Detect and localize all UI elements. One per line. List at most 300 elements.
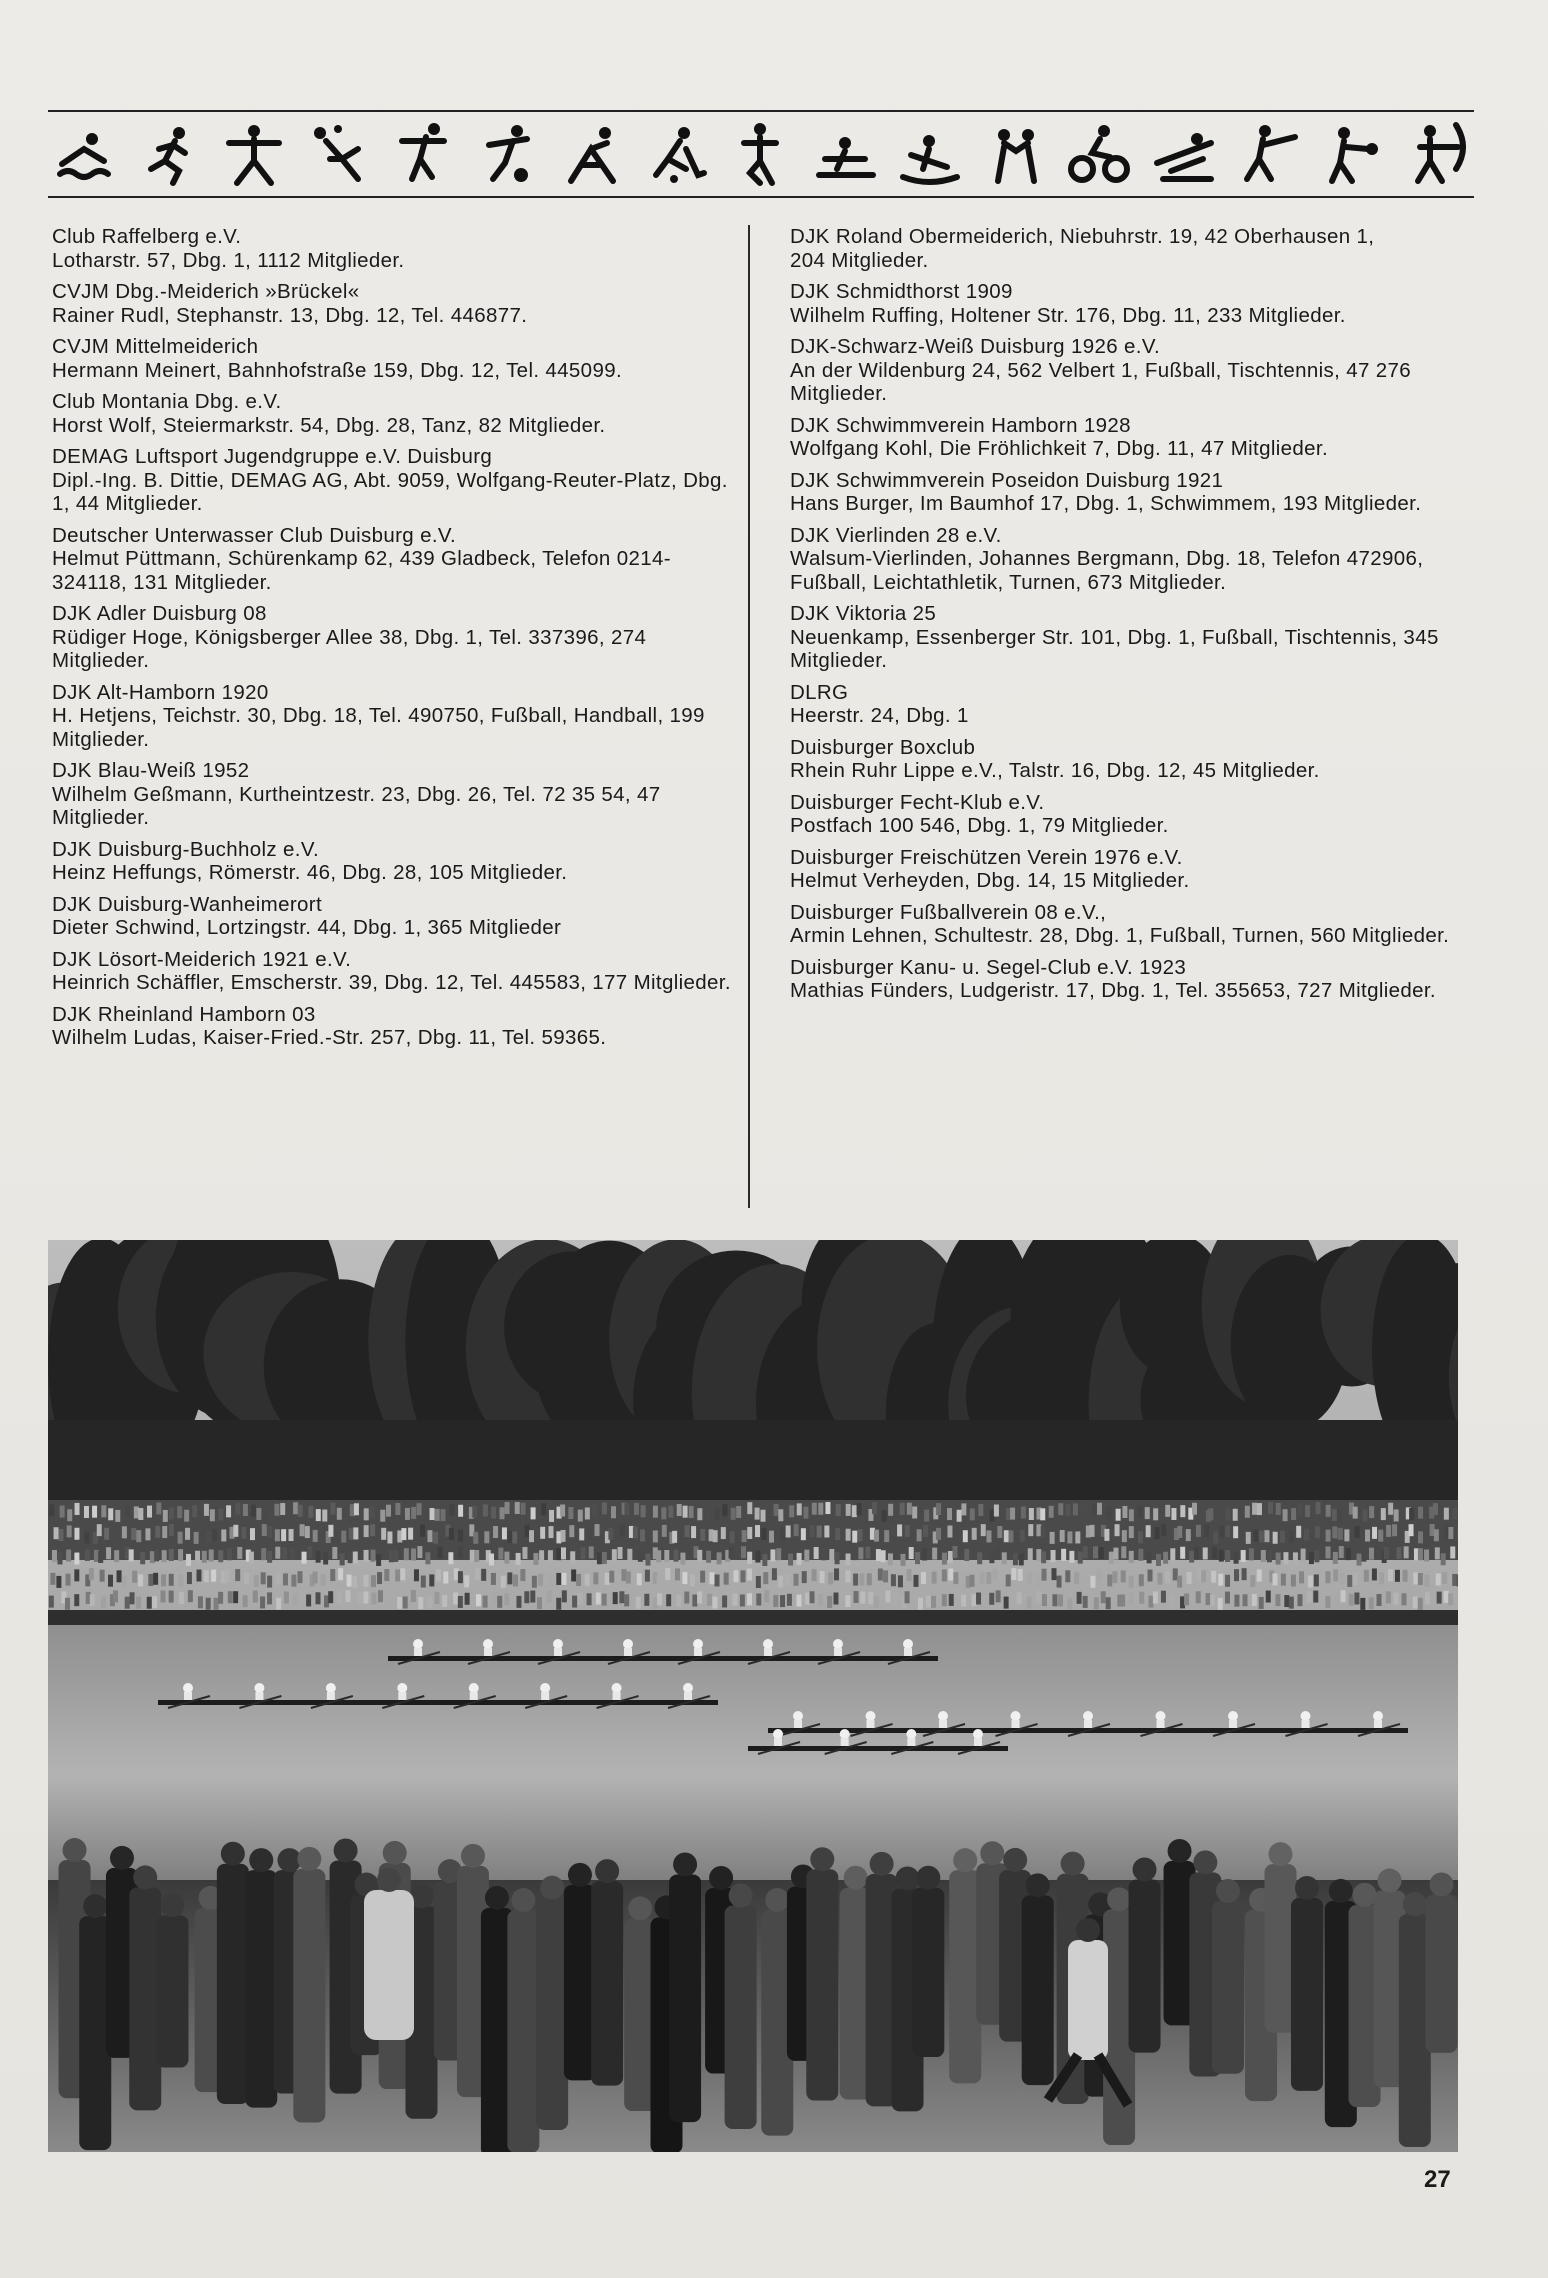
spectator-far bbox=[1218, 1598, 1223, 1610]
spectator-near bbox=[1212, 1901, 1244, 2074]
spectator-far bbox=[1386, 1525, 1391, 1537]
spectator-far bbox=[621, 1569, 626, 1581]
spectator-far bbox=[891, 1525, 896, 1537]
spectator-far bbox=[1264, 1530, 1269, 1542]
spectator-far bbox=[1180, 1547, 1185, 1559]
rower-body bbox=[834, 1648, 842, 1656]
spectator-far bbox=[824, 1525, 829, 1537]
rower bbox=[763, 1639, 773, 1649]
spectator-far bbox=[624, 1594, 629, 1606]
spectator-far bbox=[1165, 1571, 1170, 1583]
spectator-far bbox=[411, 1590, 416, 1602]
spectator-far bbox=[381, 1528, 386, 1540]
spectator-far bbox=[389, 1550, 394, 1562]
spectator-far bbox=[404, 1548, 409, 1560]
spectator-far bbox=[169, 1549, 174, 1561]
spectator-head bbox=[1026, 1873, 1050, 1897]
spectator-far bbox=[547, 1574, 552, 1586]
spectator-far bbox=[1334, 1595, 1339, 1607]
club-entry bbox=[52, 225, 742, 272]
spectator-far bbox=[1409, 1524, 1414, 1536]
spectator-far bbox=[611, 1506, 616, 1518]
club-entry bbox=[52, 280, 742, 327]
spectator-far bbox=[932, 1548, 937, 1560]
spectator-far bbox=[438, 1547, 443, 1559]
spectator-far bbox=[169, 1524, 174, 1536]
spectator-far bbox=[1338, 1528, 1343, 1540]
spectator-far bbox=[290, 1548, 295, 1560]
spectator-far bbox=[1418, 1531, 1423, 1543]
spectator-far bbox=[435, 1509, 440, 1521]
spectator-far bbox=[145, 1528, 150, 1540]
spectator-far bbox=[108, 1508, 113, 1520]
spectator-far bbox=[1363, 1509, 1368, 1521]
spectator-far bbox=[458, 1530, 463, 1542]
spectator-far bbox=[442, 1595, 447, 1607]
spectator-far bbox=[1009, 1530, 1014, 1542]
spectator-far bbox=[587, 1593, 592, 1605]
spectator-far bbox=[1234, 1595, 1239, 1607]
spectator-far bbox=[572, 1596, 577, 1608]
spectator-far bbox=[802, 1571, 807, 1583]
spectator-far bbox=[1208, 1508, 1213, 1520]
spectator-far bbox=[1364, 1570, 1369, 1582]
club-details: Dipl.-Ing. B. Dittie, DEMAG AG, Abt. 9059, Wolfgang-Reuter-Platz, Dbg. 1, 44 Mitglieder. bbox=[52, 468, 728, 515]
spectator-far bbox=[685, 1525, 690, 1537]
spectator-far bbox=[1058, 1503, 1063, 1515]
spectator-far bbox=[556, 1548, 561, 1560]
spectator-far bbox=[821, 1548, 826, 1560]
spectator-far bbox=[322, 1510, 327, 1522]
spectator-far bbox=[483, 1504, 488, 1516]
spectator-far bbox=[453, 1592, 458, 1604]
spectator-far bbox=[978, 1504, 983, 1516]
spectator-far bbox=[520, 1569, 525, 1581]
spectator-far bbox=[1409, 1508, 1414, 1520]
spectator-far bbox=[562, 1590, 567, 1602]
spectator-far bbox=[970, 1508, 975, 1520]
spectator-far bbox=[568, 1507, 573, 1519]
spectator-far bbox=[328, 1591, 333, 1603]
club-entry bbox=[52, 390, 742, 437]
spectator-far bbox=[1361, 1550, 1366, 1562]
spectator-far bbox=[697, 1508, 702, 1520]
spectator-far bbox=[1448, 1593, 1453, 1605]
spectator-far bbox=[233, 1525, 238, 1537]
spectator-head bbox=[1295, 1876, 1319, 1900]
spectator-far bbox=[986, 1572, 991, 1584]
spectator-far bbox=[1204, 1525, 1209, 1537]
spectator-far bbox=[865, 1547, 870, 1559]
sport-pictogram-bar bbox=[48, 110, 1474, 198]
spectator-far bbox=[888, 1553, 893, 1565]
spectator-far bbox=[867, 1573, 872, 1585]
rower-body bbox=[414, 1648, 422, 1656]
spectator-far bbox=[101, 1597, 106, 1609]
spectator-far bbox=[905, 1525, 910, 1537]
spectator-far bbox=[66, 1550, 71, 1562]
spectator-far bbox=[425, 1552, 430, 1564]
spectator-far bbox=[1293, 1552, 1298, 1564]
club-entry bbox=[790, 956, 1480, 1003]
spectator-far bbox=[500, 1507, 505, 1519]
spectator-far bbox=[664, 1550, 669, 1562]
spectator-far bbox=[549, 1510, 554, 1522]
basketball-icon bbox=[392, 119, 454, 189]
spectator-far bbox=[1066, 1504, 1071, 1516]
spectator-far bbox=[243, 1504, 248, 1516]
rower bbox=[553, 1639, 563, 1649]
spectator-far bbox=[995, 1547, 1000, 1559]
spectator-far bbox=[521, 1503, 526, 1515]
spectator-far bbox=[524, 1591, 529, 1603]
spectator-far bbox=[1049, 1506, 1054, 1518]
spectator-far bbox=[778, 1576, 783, 1588]
spectator-far bbox=[761, 1510, 766, 1522]
spectator-far bbox=[1388, 1569, 1393, 1581]
spectator-far bbox=[1386, 1591, 1391, 1603]
spectator-far bbox=[250, 1528, 255, 1540]
spectator-far bbox=[1283, 1552, 1288, 1564]
spectator-far bbox=[1083, 1505, 1088, 1517]
spectator-far bbox=[1369, 1506, 1374, 1518]
spectator-far bbox=[1339, 1546, 1344, 1558]
spectator-far bbox=[997, 1526, 1002, 1538]
club-list-right-column bbox=[790, 225, 1480, 1011]
club-details: Heinrich Schäffler, Emscherstr. 39, Dbg. 12, Tel. 445583, 177 Mitglieder. bbox=[52, 971, 731, 994]
spectator-far bbox=[338, 1568, 343, 1580]
spectator-far bbox=[1074, 1572, 1079, 1584]
spectator-far bbox=[395, 1569, 400, 1581]
club-name: Duisburger Kanu- u. Segel-Club e.V. 1923 bbox=[790, 955, 1187, 979]
club-details: Mathias Fünders, Ludgeristr. 17, Dbg. 1, Tel. 355653, 727 Mitglieder. bbox=[790, 979, 1436, 1002]
spectator-far bbox=[1365, 1529, 1370, 1541]
spectator-far bbox=[411, 1507, 416, 1519]
spectator-far bbox=[633, 1526, 638, 1538]
spectator-far bbox=[1379, 1572, 1384, 1584]
spectator-far bbox=[298, 1505, 303, 1517]
spectator-far bbox=[1402, 1593, 1407, 1605]
spectator-far bbox=[1109, 1552, 1114, 1564]
spectator-far bbox=[516, 1553, 521, 1565]
spectator-far bbox=[774, 1504, 779, 1516]
spectator-far bbox=[689, 1506, 694, 1518]
spectator-far bbox=[235, 1569, 240, 1581]
spectator-far bbox=[433, 1532, 438, 1544]
spectator-far bbox=[178, 1532, 183, 1544]
spectator-far bbox=[1418, 1548, 1423, 1560]
spectator-far bbox=[990, 1510, 995, 1522]
spectator-far bbox=[206, 1531, 211, 1543]
spectator-far bbox=[715, 1574, 720, 1586]
spectator-far bbox=[131, 1528, 136, 1540]
spectator-far bbox=[306, 1594, 311, 1606]
spectator-far bbox=[923, 1525, 928, 1537]
spectator-far bbox=[1444, 1508, 1449, 1520]
spectator-far bbox=[52, 1550, 57, 1562]
spectator-far bbox=[1430, 1524, 1435, 1536]
spectator-far bbox=[1267, 1550, 1272, 1562]
spectator-far bbox=[891, 1574, 896, 1586]
spectator-far bbox=[1129, 1576, 1134, 1588]
spectator-far bbox=[387, 1531, 392, 1543]
rower-body bbox=[764, 1648, 772, 1656]
spectator-head bbox=[844, 1866, 868, 1890]
club-details: Wilhelm Ruffing, Holtener Str. 176, Dbg. 11, 233 Mitglieder. bbox=[790, 303, 1346, 327]
spectator-far bbox=[1291, 1508, 1296, 1520]
spectator-far bbox=[1017, 1592, 1022, 1604]
spectator-far bbox=[65, 1598, 70, 1610]
spectator-far bbox=[1042, 1594, 1047, 1606]
spectator-head bbox=[870, 1852, 894, 1876]
spectator-head bbox=[595, 1859, 619, 1883]
spectator-far bbox=[1153, 1591, 1158, 1603]
spectator-far bbox=[226, 1505, 231, 1517]
spectator-far bbox=[1357, 1554, 1362, 1566]
club-name: DJK Adler Duisburg 08 bbox=[52, 602, 267, 625]
spectator-far bbox=[1067, 1531, 1072, 1543]
spectator-far bbox=[1129, 1592, 1134, 1604]
spectator-far bbox=[1346, 1548, 1351, 1560]
rower bbox=[1373, 1711, 1383, 1721]
spectator-far bbox=[364, 1550, 369, 1562]
spectator-head bbox=[1216, 1879, 1240, 1903]
club-name: DJK Roland Obermeiderich, Niebuhrstr. 19, 42 Oberhausen 1, bbox=[790, 225, 1375, 248]
spectator-far bbox=[1041, 1551, 1046, 1563]
club-details: Rüdiger Hoge, Königsberger Allee 38, Dbg. 1, Tel. 337396, 274 Mitglieder. bbox=[52, 625, 647, 672]
spectator-far bbox=[803, 1507, 808, 1519]
spectator-far bbox=[393, 1550, 398, 1562]
spectator-far bbox=[1448, 1527, 1453, 1539]
spectator-far bbox=[1219, 1550, 1224, 1562]
spectator-far bbox=[530, 1591, 535, 1603]
spectator-far bbox=[1069, 1551, 1074, 1563]
spectator-far bbox=[256, 1508, 261, 1520]
spectator-far bbox=[138, 1508, 143, 1520]
spectator-far bbox=[316, 1551, 321, 1563]
spectator-far bbox=[657, 1576, 662, 1588]
spectator-far bbox=[50, 1573, 55, 1585]
swimming-icon bbox=[54, 119, 116, 189]
spectator-far bbox=[491, 1507, 496, 1519]
spectator-far bbox=[684, 1592, 689, 1604]
spectator-near bbox=[912, 1888, 944, 2057]
spectator-far bbox=[776, 1548, 781, 1560]
spectator-near bbox=[591, 1881, 623, 2086]
spectator-far bbox=[859, 1573, 864, 1585]
rowing-regatta-photo bbox=[48, 1240, 1458, 2152]
spectator-far bbox=[884, 1530, 889, 1542]
spectator-far bbox=[1155, 1527, 1160, 1539]
spectator-far bbox=[228, 1591, 233, 1603]
spectator-far bbox=[913, 1575, 918, 1587]
spectator-light-coat bbox=[364, 1890, 414, 2040]
spectator-head bbox=[896, 1866, 920, 1890]
spectator-far bbox=[411, 1548, 416, 1560]
spectator-far bbox=[834, 1568, 839, 1580]
spectator-far bbox=[464, 1575, 469, 1587]
spectator-far bbox=[1219, 1525, 1224, 1537]
spectator-far bbox=[1093, 1546, 1098, 1558]
club-details: Walsum-Vierlinden, Johannes Bergmann, Dbg. 18, Telefon 472906, Fußball, Leichtathletik, Turnen, 673 Mitglieder. bbox=[790, 547, 1424, 594]
spectator-far bbox=[645, 1554, 650, 1566]
spectator-far bbox=[434, 1592, 439, 1604]
spectator-far bbox=[1004, 1530, 1009, 1542]
spectator-far bbox=[1434, 1529, 1439, 1541]
spectator-far bbox=[882, 1510, 887, 1522]
rower-body bbox=[907, 1738, 915, 1746]
spectator-head bbox=[765, 1888, 789, 1912]
rower-body bbox=[794, 1720, 802, 1728]
club-details: Hermann Meinert, Bahnhofstraße 159, Dbg. 12, Tel. 445099. bbox=[52, 358, 622, 382]
rower bbox=[973, 1729, 983, 1739]
club-entry bbox=[790, 225, 1480, 272]
spectator-far bbox=[262, 1524, 267, 1536]
rower-body bbox=[1157, 1720, 1165, 1728]
spectator-far bbox=[1077, 1592, 1082, 1604]
spectator-far bbox=[370, 1524, 375, 1536]
spectator-far bbox=[548, 1526, 553, 1538]
spectator-far bbox=[516, 1596, 521, 1608]
spectator-far bbox=[1291, 1574, 1296, 1586]
spectator-far bbox=[585, 1507, 590, 1519]
spectator-far bbox=[661, 1507, 666, 1519]
spectator-far bbox=[59, 1529, 64, 1541]
club-name: Duisburger Fußballverein 08 e.V., bbox=[790, 900, 1107, 924]
spectator-head bbox=[1378, 1869, 1402, 1893]
spectator-far bbox=[332, 1547, 337, 1559]
spectator-far bbox=[662, 1525, 667, 1537]
spectator-far bbox=[1129, 1551, 1134, 1563]
spectator-far bbox=[789, 1505, 794, 1517]
spectator-far bbox=[114, 1550, 119, 1562]
spectator-far bbox=[570, 1551, 575, 1563]
club-name: DJK Duisburg-Buchholz e.V. bbox=[52, 837, 320, 861]
spectator-far bbox=[1353, 1507, 1358, 1519]
spectator-far bbox=[153, 1573, 158, 1585]
spectator-far bbox=[1075, 1531, 1080, 1543]
spectator-head bbox=[953, 1848, 977, 1872]
spectator-far bbox=[657, 1593, 662, 1605]
spectator-far bbox=[1349, 1594, 1354, 1606]
rower bbox=[840, 1729, 850, 1739]
spectator-far bbox=[1097, 1569, 1102, 1581]
spectator-far bbox=[178, 1549, 183, 1561]
spectator-far bbox=[483, 1596, 488, 1608]
rowing-icon bbox=[815, 119, 877, 189]
spectator-far bbox=[293, 1502, 298, 1514]
spectator-far bbox=[1156, 1554, 1161, 1566]
spectator-far bbox=[186, 1554, 191, 1566]
spectator-far bbox=[932, 1572, 937, 1584]
spectator-far bbox=[150, 1551, 155, 1563]
spectator-far bbox=[420, 1525, 425, 1537]
spectator-far bbox=[1436, 1574, 1441, 1586]
spectator-far bbox=[602, 1552, 607, 1564]
spectator-far bbox=[1121, 1570, 1126, 1582]
spectator-far bbox=[125, 1597, 130, 1609]
spectator-far bbox=[1177, 1576, 1182, 1588]
spectator-far bbox=[597, 1552, 602, 1564]
spectator-far bbox=[1153, 1508, 1158, 1520]
rower bbox=[693, 1639, 703, 1649]
spectator-far bbox=[1148, 1596, 1153, 1608]
spectator-far bbox=[152, 1596, 157, 1608]
spectator-far bbox=[602, 1594, 607, 1606]
spectator-far bbox=[1250, 1575, 1255, 1587]
spectator-far bbox=[254, 1575, 259, 1587]
spectator-head bbox=[729, 1884, 753, 1908]
spectator-far bbox=[747, 1502, 752, 1514]
spectator-far bbox=[674, 1550, 679, 1562]
spectator-far bbox=[1036, 1524, 1041, 1536]
spectator-far bbox=[218, 1509, 223, 1521]
spectator-far bbox=[418, 1597, 423, 1609]
spectator-far bbox=[872, 1502, 877, 1514]
column-divider bbox=[748, 225, 750, 1208]
spectator-far bbox=[261, 1548, 266, 1560]
spectator-far bbox=[818, 1594, 823, 1606]
spectator-far bbox=[307, 1546, 312, 1558]
spectator-near bbox=[217, 1864, 249, 2104]
spectator-far bbox=[299, 1591, 304, 1603]
club-details: 204 Mitglieder. bbox=[790, 248, 929, 272]
spectator-far bbox=[507, 1572, 512, 1584]
spectator-far bbox=[417, 1503, 422, 1515]
spectator-far bbox=[204, 1570, 209, 1582]
spectator-far bbox=[1020, 1530, 1025, 1542]
spectator-head bbox=[1003, 1848, 1027, 1872]
rower-body bbox=[613, 1692, 621, 1700]
spectator-far bbox=[852, 1505, 857, 1517]
club-name: Club Raffelberg e.V. bbox=[52, 225, 242, 248]
spectator-far bbox=[221, 1529, 226, 1541]
spectator-head bbox=[1107, 1887, 1131, 1911]
rower-body bbox=[694, 1648, 702, 1656]
spectator-far bbox=[1442, 1572, 1447, 1584]
spectator-far bbox=[1040, 1508, 1045, 1520]
spectator-far bbox=[1273, 1532, 1278, 1544]
club-name: DJK Alt-Hamborn 1920 bbox=[52, 680, 269, 704]
spectator-far bbox=[276, 1598, 281, 1610]
spectator-far bbox=[267, 1509, 272, 1521]
spectator-far bbox=[958, 1528, 963, 1540]
spectator-far bbox=[1212, 1547, 1217, 1559]
spectator-near bbox=[1291, 1898, 1323, 2091]
spectator-far bbox=[1298, 1503, 1303, 1515]
spectator-head bbox=[1133, 1858, 1157, 1882]
rower bbox=[413, 1639, 423, 1649]
spectator-far bbox=[1275, 1594, 1280, 1606]
spectator-far bbox=[697, 1591, 702, 1603]
spectator-far bbox=[1444, 1591, 1449, 1603]
spectator-far bbox=[1083, 1546, 1088, 1558]
spectator-far bbox=[922, 1549, 927, 1561]
spectator-head bbox=[461, 1844, 485, 1868]
spectator-far bbox=[729, 1547, 734, 1559]
spectator-head bbox=[1403, 1892, 1427, 1916]
spectator-far bbox=[619, 1591, 624, 1603]
spectator-far bbox=[401, 1528, 406, 1540]
spectator-far bbox=[395, 1503, 400, 1515]
spectator-far bbox=[1165, 1505, 1170, 1517]
club-entry bbox=[790, 280, 1480, 327]
spectator-far bbox=[206, 1598, 211, 1610]
spectator-far bbox=[578, 1510, 583, 1522]
spectator-far bbox=[354, 1503, 359, 1515]
spectator-far bbox=[1252, 1594, 1257, 1606]
spectator-far bbox=[1337, 1510, 1342, 1522]
